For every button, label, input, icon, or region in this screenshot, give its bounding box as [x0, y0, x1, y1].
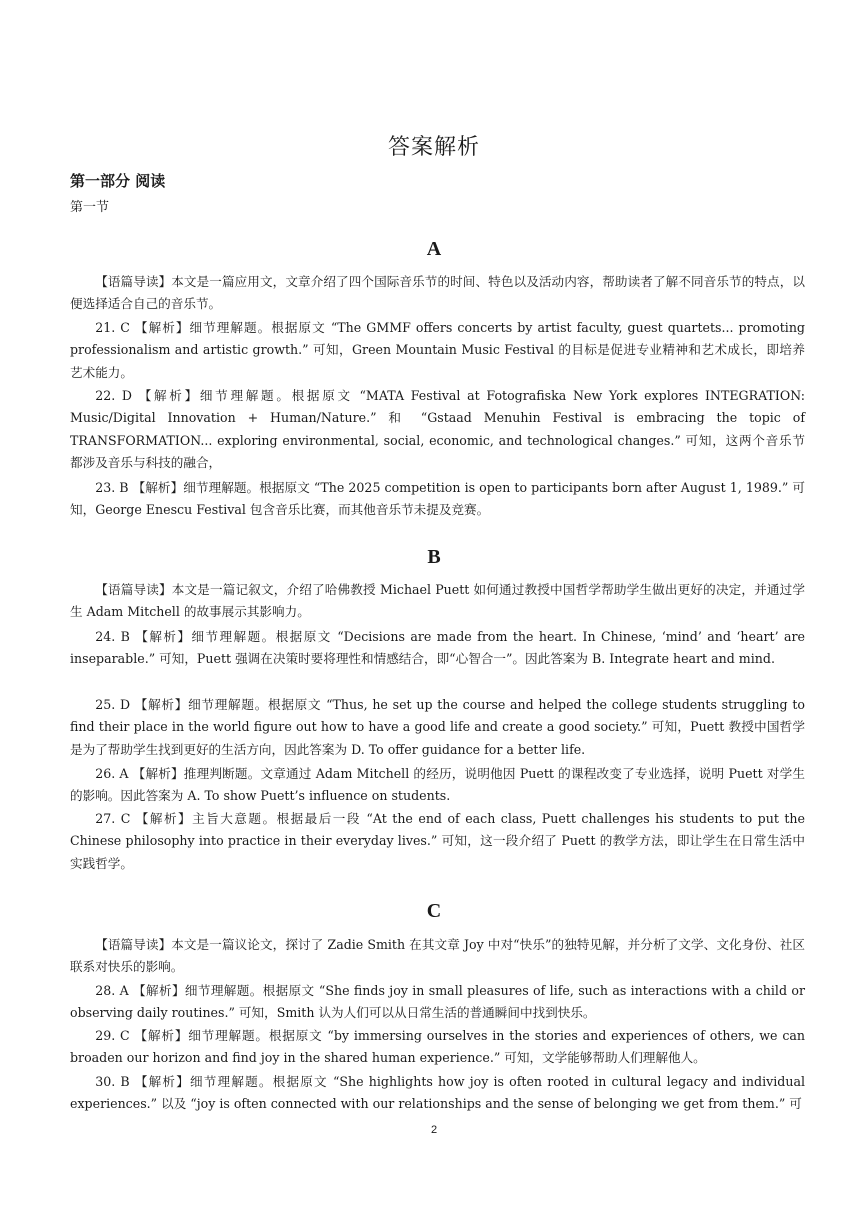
- answer-29: 29. C 【解析】细节理解题。根据原文 “by immersing ourselves in the stories and experiences of others, we can broaden our horizon and find joy in the shared human experience.” 可知，文学能够帮助人们理解他人。: [70, 1028, 805, 1066]
- passage-heading-b: B: [427, 546, 441, 568]
- passage-c-guide: 【语篇导读】本文是一篇议论文，探讨了 Zadie Smith 在其文章 Joy 中对“快乐”的独特见解，并分析了文学、文化身份、社区联系对快乐的影响。: [70, 937, 805, 975]
- section-title: 第一节: [70, 200, 110, 215]
- answer-28: 28. A 【解析】细节理解题。根据原文 “She finds joy in small pleasures of life, such as interactions with a child or observing daily routines.” 可知，Smith 认为人们可以从日常生活的普通瞬间中找到快乐。: [70, 983, 805, 1021]
- answer-24: 24. B 【解析】细节理解题。根据原文 “Decisions are made from the heart. In Chinese, ‘mind’ and ‘heart’ are inseparable.” 可知，Puett 强调在决策时要将理性和情感结合，即“心智合一”。因此答案为 B. Integrate heart and mind.: [70, 629, 805, 667]
- answer-30: 30. B 【解析】细节理解题。根据原文 “She highlights how joy is often rooted in cultural legacy and individual experiences.” 以及 “joy is often connected with our relationships and the sense of belonging we get from them.” 可: [70, 1074, 805, 1112]
- answer-27: 27. C 【解析】主旨大意题。根据最后一段 “At the end of each class, Puett challenges his students to put the Chinese philosophy into practice in their everyday lives.” 可知，这一段介绍了 Puett 的教学方法，即让学生在日常生活中实践哲学。: [70, 811, 805, 871]
- passage-heading-c: C: [426, 900, 442, 922]
- answer-23: 23. B 【解析】细节理解题。根据原文 “The 2025 competition is open to participants born after August 1, 1989.” 可知，George Enescu Festival 包含音乐比赛，而其他音乐节未提及竞赛。: [70, 480, 805, 518]
- answer-21: 21. C 【解析】细节理解题。根据原文 “The GMMF offers concerts by artist faculty, guest quartets... promoting professionalism and artistic growth.” 可知，Green Mountain Music Festival 的目标是促进专业精神和艺术成长，即培养艺术能力。: [70, 320, 805, 380]
- answer-26: 26. A 【解析】推理判断题。文章通过 Adam Mitchell 的经历，说明他因 Puett 的课程改变了专业选择，说明 Puett 对学生的影响。因此答案为 A. To show Puett’s influence on students.: [70, 766, 805, 804]
- answer-25: 25. D 【解析】细节理解题。根据原文 “Thus, he set up the course and helped the college students struggling to find their place in the world figure out how to have a good life and create a good society.” 可知，Puett 教授中国哲学是为了帮助学生找到更好的生活方向，因此答案为 D. To offer guidance for a better life.: [70, 697, 805, 757]
- passage-b-guide: 【语篇导读】本文是一篇记叙文，介绍了哈佛教授 Michael Puett 如何通过教授中国哲学帮助学生做出更好的决定，并通过学生 Adam Mitchell 的故事展示其影响力。: [70, 582, 805, 620]
- passage-heading-a: A: [426, 238, 442, 260]
- document-title: 答案解析: [387, 135, 480, 160]
- page-number: 2: [430, 1124, 438, 1136]
- part-title: 第一部分 阅读: [70, 172, 166, 190]
- passage-a-guide: 【语篇导读】本文是一篇应用文，文章介绍了四个国际音乐节的时间、特色以及活动内容，帮助读者了解不同音乐节的特点，以便选择适合自己的音乐节。: [70, 274, 805, 312]
- answer-22: 22. D 【解析】细节理解题。根据原文 “MATA Festival at Fotografiska New York explores INTEGRATION: Music/Digital Innovation + Human/Nature.” 和 “Gstaad Menuhin Festival is embracing the topic of TRANSFORMATION... exploring environmental, social, economic, and technological changes.” 可知，这两个音乐节都涉及音乐与科技的融合，: [70, 388, 805, 471]
